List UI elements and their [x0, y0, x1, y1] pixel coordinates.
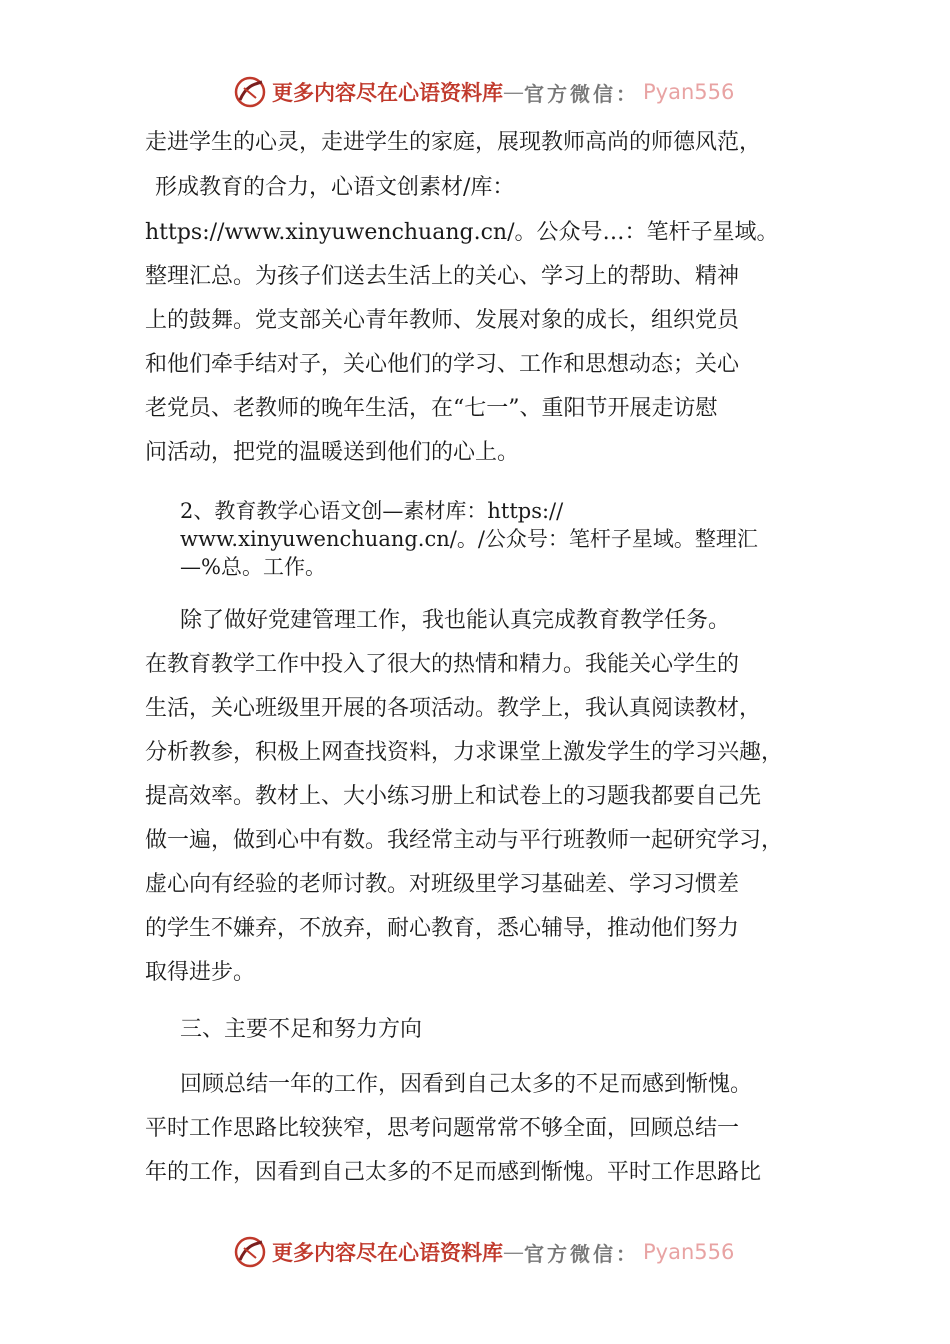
paragraph-line: 老党员、老教师的晚年生活，在“七一”、重阳节开展走访慰	[145, 396, 718, 421]
paragraph-line: 和他们牵手结对子，关心他们的学习、工作和思想动态；关心	[145, 352, 740, 377]
paragraph-line: www.xinyuwenchuang.cn/。/公众号：笔杆子星域。整理汇	[180, 527, 758, 551]
paragraph-line: 回顾总结一年的工作，因看到自己太多的不足而感到惭愧。	[180, 1072, 753, 1097]
paragraph-line: 取得进步。	[145, 960, 256, 985]
brand-logo-icon	[232, 74, 268, 110]
banner-wechat-label: 官方微信：	[524, 1241, 639, 1266]
paragraph-line: 走进学生的心灵，走进学生的家庭，展现教师高尚的师德风范，	[145, 130, 762, 155]
footer-banner	[232, 1232, 734, 1272]
banner-brand-text: 更多内容尽在心语资料库	[272, 1240, 503, 1265]
paragraph-line: 在教育教学工作中投入了很大的热情和精力。我能关心学生的	[145, 652, 740, 677]
paragraph-line: 的学生不嫌弃，不放弃，耐心教育，悉心辅导，推动他们努力	[145, 916, 740, 941]
paragraph-line: —%总。工作。	[180, 555, 326, 579]
paragraph-line: https://www.xinyuwenchuang.cn/。公众号…：笔杆子星域。	[145, 220, 779, 245]
banner-wechat-label: 官方微信：	[524, 81, 639, 106]
paragraph-line: 形成教育的合力，心语文创素材/库：	[155, 175, 515, 200]
paragraph-line: 年的工作，因看到自己太多的不足而感到惭愧。平时工作思路比	[145, 1160, 762, 1185]
paragraph-line: 除了做好党建管理工作，我也能认真完成教育教学任务。	[180, 608, 731, 633]
banner-brand-text: 更多内容尽在心语资料库	[272, 80, 503, 105]
paragraph-line: 上的鼓舞。党支部关心青年教师、发展对象的成长，组织党员	[145, 308, 740, 333]
paragraph-line: 提高效率。教材上、大小练习册上和试卷上的习题我都要自己先	[145, 784, 762, 809]
paragraph-line: 做一遍，做到心中有数。我经常主动与平行班教师一起研究学习，	[145, 828, 784, 853]
paragraph-line: 平时工作思路比较狭窄，思考问题常常不够全面，回顾总结一	[145, 1116, 740, 1141]
banner-separator: —	[503, 80, 524, 104]
paragraph-line: 分析教参，积极上网查找资料，力求课堂上激发学生的学习兴趣，	[145, 740, 784, 765]
banner-separator: —	[503, 1240, 524, 1264]
section-heading: 三、主要不足和努力方向	[180, 1017, 423, 1042]
paragraph-line: 2、教育教学心语文创—素材库：https://	[180, 499, 564, 523]
paragraph-line: 问活动，把党的温暖送到他们的心上。	[145, 440, 520, 465]
paragraph-line: 虚心向有经验的老师讨教。对班级里学习基础差、学习习惯差	[145, 872, 740, 897]
header-banner	[232, 72, 734, 112]
banner-wechat-handle: Pyan556	[643, 80, 735, 104]
paragraph-line: 生活，关心班级里开展的各项活动。教学上，我认真阅读教材，	[145, 696, 762, 721]
paragraph-line: 整理汇总。为孩子们送去生活上的关心、学习上的帮助、精神	[145, 264, 740, 289]
brand-logo-icon	[232, 1234, 268, 1270]
banner-wechat-handle: Pyan556	[643, 1240, 735, 1264]
